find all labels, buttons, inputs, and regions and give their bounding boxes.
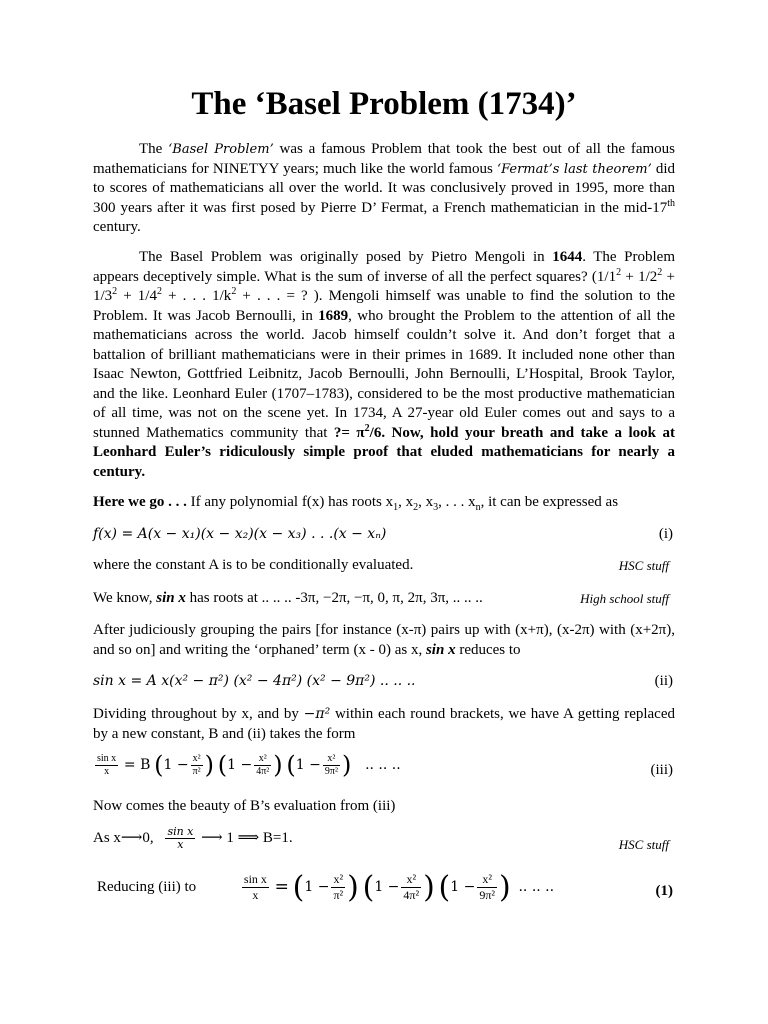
continuation-dots: .. .. .. xyxy=(365,756,401,773)
fraction-denominator: x xyxy=(104,766,110,777)
bold-lead: Here we go . . . xyxy=(93,494,187,510)
text: As x⟶0, xyxy=(93,829,154,846)
superscript: 2 xyxy=(616,266,622,278)
fraction-denominator: x xyxy=(177,838,184,851)
fraction xyxy=(323,753,340,778)
superscript: th xyxy=(667,197,675,209)
line-sin-roots xyxy=(93,589,675,611)
text: Dividing throughout by x, and by xyxy=(93,706,304,722)
italic-basel: ‘Basel Problem’ xyxy=(168,142,274,157)
paren: ) xyxy=(341,750,352,779)
equation-iii xyxy=(93,750,675,787)
paragraph-dividing xyxy=(93,705,675,744)
paren: ( xyxy=(154,750,164,779)
fraction xyxy=(401,872,421,903)
text: , x xyxy=(418,494,434,510)
bold-year: 1644 xyxy=(552,249,583,265)
bold-italic-sinx: sin x xyxy=(425,641,456,658)
fraction-denominator: 9π² xyxy=(324,766,338,777)
text: , . . . x xyxy=(438,494,476,510)
paren: ( xyxy=(217,750,228,779)
fraction xyxy=(254,753,271,778)
fraction-denominator: π² xyxy=(333,888,344,902)
text: + . . . = ? ). Mengoli himself was unable to find the solution to the Problem. It was Jacob Bernoulli, in xyxy=(93,288,675,324)
one-minus: 1 − xyxy=(227,756,253,773)
fraction-lhs xyxy=(242,872,269,903)
fraction-numerator: sin x xyxy=(243,872,267,886)
fraction-numerator: x² xyxy=(331,872,345,888)
fraction-denominator: π² xyxy=(192,766,201,777)
superscript: 2 xyxy=(112,286,118,297)
bold-result: /6. Now, hold your breath and take a look at Leonhard Euler’s ridiculously simple proof that eluded mathematicians for nearly a century. xyxy=(93,424,676,480)
paragraph-polynomial xyxy=(93,493,675,513)
roots-list: has roots at .. .. .. -3π, −2π, −π, 0, π, 2π, 3π, .. .. .. xyxy=(185,590,483,606)
equation-expression: f(x) = A(x − x₁)(x − x₂)(x − x₃) . . .(x − xₙ) xyxy=(93,526,387,542)
paren: ) xyxy=(273,750,283,779)
text: was a famous Problem that took the best out of all the famous mathematicians for NINETYY years; much like the world famous xyxy=(93,141,675,177)
equation-i xyxy=(93,525,675,547)
text: reduces to xyxy=(455,641,521,658)
text: We know, xyxy=(93,590,157,606)
text: The xyxy=(139,141,169,157)
one-minus: 1 − xyxy=(295,756,321,773)
equation-number: (ii) xyxy=(654,673,673,689)
text: ⟶ 1 ⟹ B=1. xyxy=(201,829,293,846)
one-minus: 1 − xyxy=(374,878,400,895)
text: where the constant A is to be conditionally evaluated. xyxy=(93,557,414,573)
text: After judiciously grouping the pairs [for instance (x-π) pairs up with (x+π), (x-2π) with (x+2π), and so on] and writing the ‘orphaned’ term (x - 0) as x, xyxy=(93,622,675,658)
fraction xyxy=(331,872,345,903)
subscript: n xyxy=(475,502,481,513)
superscript: 2 xyxy=(657,266,663,278)
text: + 1/3 xyxy=(93,268,675,304)
equation-1 xyxy=(93,869,675,912)
text: , who brought the Problem to the attention of all the mathematicians across the world. Jacob himself couldn’t solve it. And don’t forget that a battalion of brilliant mathematicians were in their primes in 1689. It included none other than Isaac Newton, Gottfried Leibnitz, Jacob Bernoulli, John Bernoulli, L’Hospital, Brook Taylor, and the like. Leonhard Euler (1707–1783), considered to be the most productive mathematician of all time, was not on the scene yet. In 1734, A 27-year old Euler comes out and says to a stunned Mathematics community that xyxy=(93,307,675,441)
margin-note: HSC stuff xyxy=(618,837,669,852)
math-inline: −π² xyxy=(303,706,331,722)
paren: ) xyxy=(204,750,215,779)
line-limit xyxy=(93,826,675,862)
text: , it can be expressed as xyxy=(480,494,619,510)
line-constant xyxy=(93,556,675,578)
fraction xyxy=(191,753,203,778)
text: within each round brackets, we have A getting replaced by a new constant, B and (ii) takes the form xyxy=(93,706,675,742)
paren: ) xyxy=(347,869,359,905)
paren: ( xyxy=(362,869,375,905)
paren: ) xyxy=(423,869,435,905)
margin-note: High school stuff xyxy=(580,591,669,606)
equals-b: = B xyxy=(123,756,151,773)
fraction-numerator: sin x xyxy=(167,825,194,838)
paragraph-history xyxy=(93,248,675,482)
equation-number: (iii) xyxy=(650,762,673,778)
equals: = xyxy=(274,876,289,897)
equation-expression: sin x = A x(x² − π²) (x² − 4π²) (x² − 9π²) .. .. .. xyxy=(93,673,416,689)
paren: ) xyxy=(499,869,511,905)
fraction-denominator: 4π² xyxy=(256,766,270,777)
continuation-dots: .. .. .. xyxy=(518,878,555,895)
fraction-numerator: x² xyxy=(254,753,271,766)
text: The Basel Problem was originally posed by Pietro Mengoli in xyxy=(139,249,553,265)
fraction-numerator: sin x xyxy=(97,753,117,764)
fraction-limit xyxy=(165,826,195,851)
text: . The Problem appears deceptively simple. What is the sum of inverse of all the perfect squares? (1/1 xyxy=(93,249,675,285)
fraction-numerator: x² xyxy=(401,872,421,888)
fraction-numerator: x² xyxy=(323,753,340,766)
fraction-denominator: 4π² xyxy=(403,888,420,902)
paren: ( xyxy=(292,869,305,905)
superscript: 2 xyxy=(231,286,237,297)
fraction xyxy=(477,872,497,903)
text: century. xyxy=(93,219,141,235)
subscript: 2 xyxy=(413,502,419,513)
one-minus: 1 − xyxy=(450,878,476,895)
paragraph-grouping xyxy=(93,621,675,660)
text: did to scores of mathematicians all over the world. It was conclusively proved in 1995, more than 300 years after it was first posed by Pierre D’ Fermat, a French mathematician in the mid-17 xyxy=(93,160,676,216)
text: If any polynomial f(x) has roots x xyxy=(186,494,394,510)
paren: ( xyxy=(286,750,296,779)
text: + 1/2 xyxy=(621,268,658,285)
equation-number: (1) xyxy=(655,883,673,899)
paragraph-intro xyxy=(93,140,675,238)
equation-label: Reducing (iii) to xyxy=(97,878,197,895)
one-minus: 1 − xyxy=(163,756,189,773)
fraction-denominator: 9π² xyxy=(479,888,496,902)
bold-year: 1689 xyxy=(318,307,349,324)
fraction-numerator: x² xyxy=(477,872,497,888)
fraction-numerator: x² xyxy=(191,753,203,766)
text: , x xyxy=(398,494,414,510)
equation-ii xyxy=(93,672,675,694)
one-minus: 1 − xyxy=(304,878,330,895)
fraction-denominator: x xyxy=(252,888,259,902)
text: + . . . 1/k xyxy=(161,288,232,304)
italic-fermat: ‘Fermat’s last theorem’ xyxy=(496,161,652,177)
line-beauty xyxy=(93,797,675,819)
margin-note: HSC stuff xyxy=(618,558,669,573)
document-title: The ‘Basel Problem (1734)’ xyxy=(191,86,577,122)
subscript: 1 xyxy=(393,502,399,513)
superscript: 2 xyxy=(156,286,162,297)
subscript: 3 xyxy=(433,502,439,513)
fraction-lhs xyxy=(95,753,118,778)
text: Now comes the beauty of B’s evaluation from (iii) xyxy=(93,798,396,814)
bold-italic-sinx: sin x xyxy=(156,590,186,606)
superscript: 2 xyxy=(364,422,370,434)
text: + 1/4 xyxy=(117,288,157,304)
equation-number: (i) xyxy=(658,526,673,542)
paren: ( xyxy=(438,869,451,905)
bold-result: ?= π xyxy=(333,424,365,441)
